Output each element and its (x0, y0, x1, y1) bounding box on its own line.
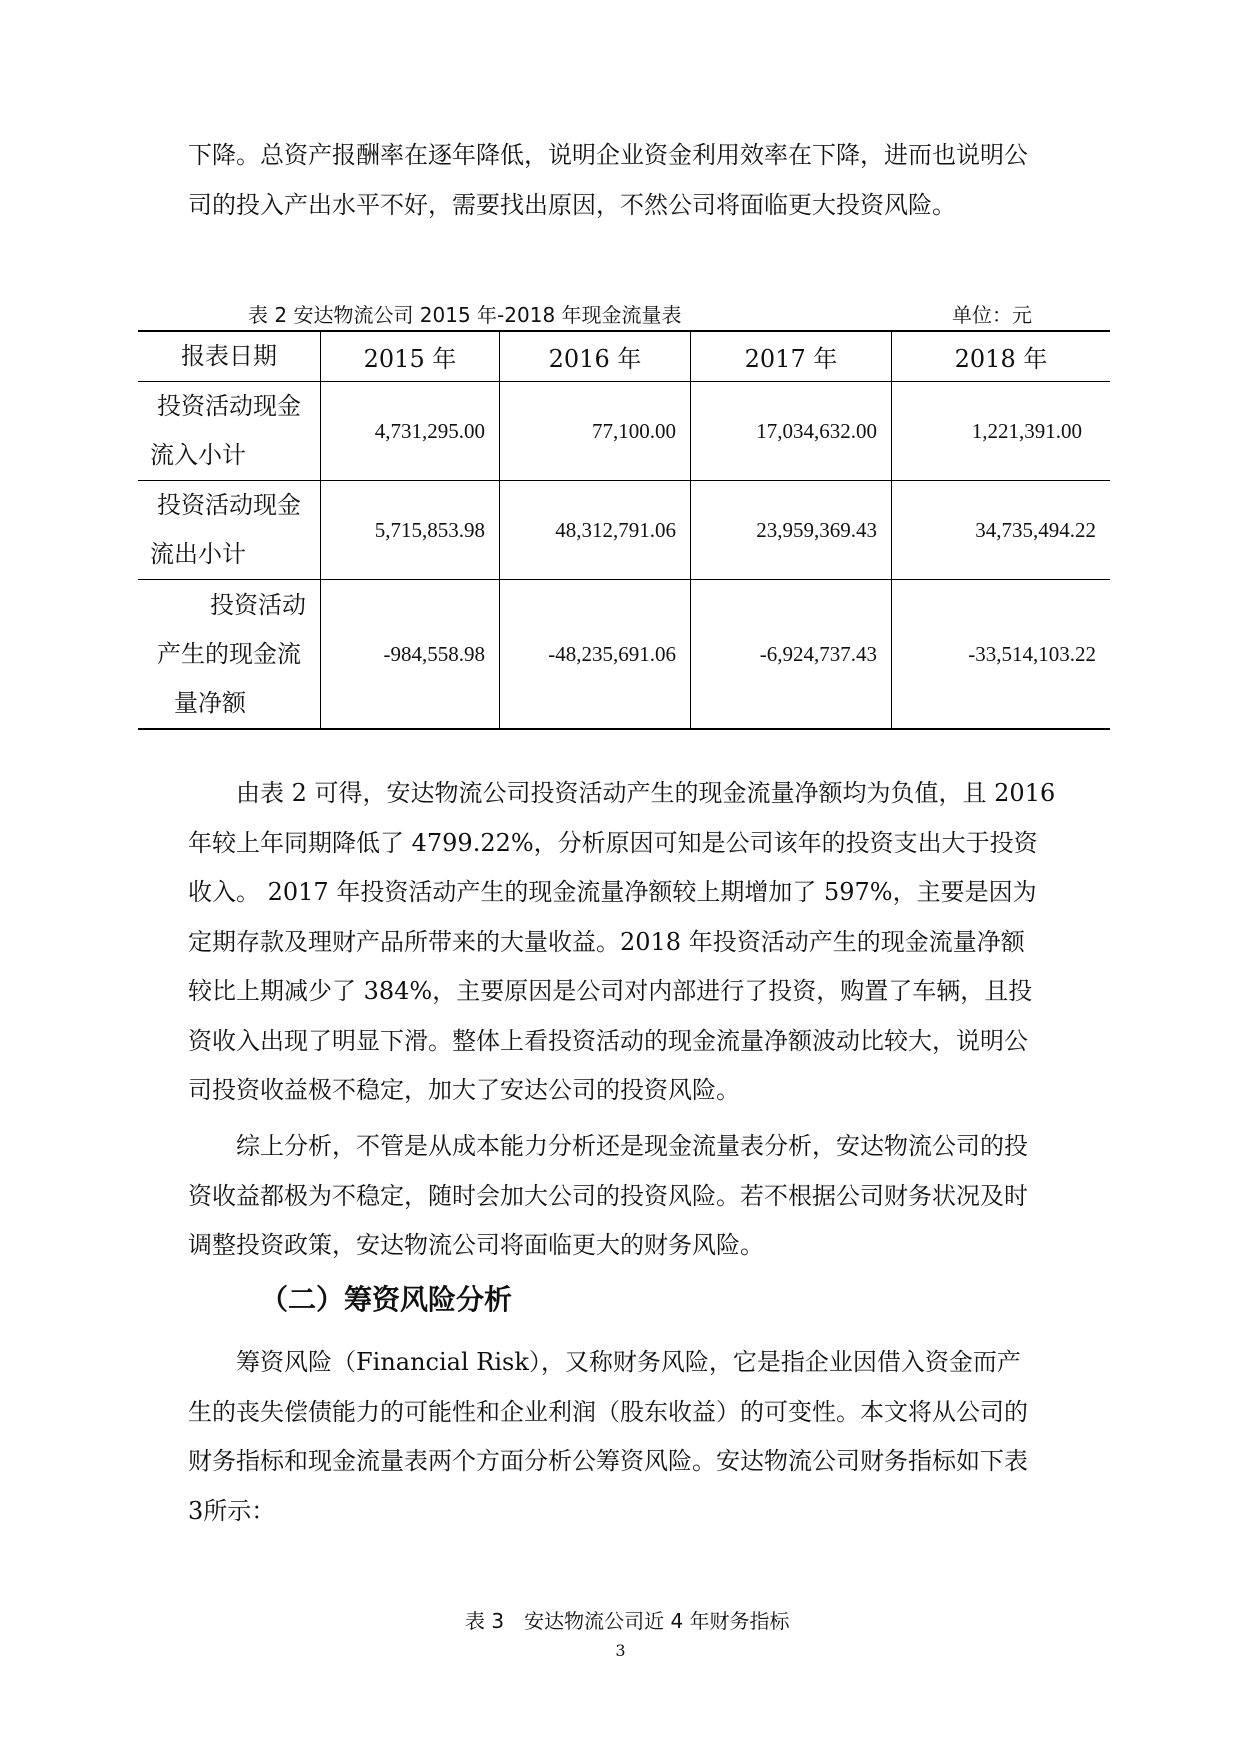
text-line: 综上分析，不管是从成本能力分析还是现金流量表分析，安达物流公司的投 (188, 1132, 1028, 1160)
row-label: 投资活动 产生的现金流 量净额 (138, 580, 321, 730)
table2-caption: 表 2 安达物流公司 2015 年-2018 年现金流量表 (248, 303, 682, 327)
table2-unit: 单位：元 (952, 303, 1032, 327)
row-label: 投资活动现金 流出小计 (138, 481, 321, 580)
intro-paragraph (188, 131, 1060, 230)
header-cell: 2016 年 (500, 331, 691, 382)
text-line: 筹资风险（Financial Risk），又称财务风险，它是指企业因借入资金而产 (188, 1348, 1021, 1376)
header-cell: 2015 年 (321, 331, 500, 382)
table-row (138, 580, 1110, 730)
table-cell: 23,959,369.43 (691, 481, 892, 580)
table-cell: -984,558.98 (321, 580, 500, 730)
table-row (138, 382, 1110, 481)
table-cell: 5,715,853.98 (321, 481, 500, 580)
page-number: 3 (615, 1641, 626, 1660)
table-cell: 17,034,632.00 (691, 382, 892, 481)
text-line: 资收入出现了明显下滑。整体上看投资活动的现金流量净额波动比较大，说明公 (188, 1026, 1028, 1055)
text-line: 财务指标和现金流量表两个方面分析公筹资风险。安达物流公司财务指标如下表 (188, 1447, 1028, 1475)
table-cell: 77,100.00 (500, 382, 691, 481)
text-line: 司的投入产出水平不好，需要找出原因，不然公司将面临更大投资风险。 (188, 190, 956, 219)
table-cell: -48,235,691.06 (500, 580, 691, 730)
financing-paragraph (188, 1338, 1060, 1536)
text-line: 资收益都极为不稳定，随时会加大公司的投资风险。若不根据公司财务状况及时 (188, 1181, 1028, 1210)
table-cell: 1,221,391.00 (892, 382, 1111, 481)
text-line: 由表 2 可得，安达物流公司投资活动产生的现金流量净额均为负值，且 2016 (188, 779, 1056, 807)
text-line: 较比上期减少了 384%，主要原因是公司对内部进行了投资，购置了车辆，且投 (188, 977, 1033, 1005)
summary-paragraph (188, 1122, 1060, 1271)
text-line: 调整投资政策，安达物流公司将面临更大的财务风险。 (188, 1231, 764, 1259)
text-line: 年较上年同期降低了 4799.22%，分析原因可知是公司该年的投资支出大于投资 (188, 828, 1038, 857)
table-cell: -33,514,103.22 (892, 580, 1111, 730)
header-cell: 2017 年 (691, 331, 892, 382)
table-cell: 48,312,791.06 (500, 481, 691, 580)
text-line: 3所示： (188, 1496, 276, 1525)
table-row (138, 481, 1110, 580)
table-cell: 4,731,295.00 (321, 382, 500, 481)
header-cell: 2018 年 (892, 331, 1111, 382)
cash-flow-table (138, 330, 1110, 730)
table-cell: 34,735,494.22 (892, 481, 1111, 580)
analysis-paragraph (188, 769, 1060, 1116)
text-line: 生的丧失偿债能力的可能性和企业利润（股东收益）的可变性。本文将从公司的 (188, 1397, 1028, 1426)
text-line: 下降。总资产报酬率在逐年降低，说明企业资金利用效率在下降，进而也说明公 (188, 141, 1028, 169)
table3-caption: 表 3 安达物流公司近 4 年财务指标 (465, 1609, 790, 1633)
text-line: 收入。 2017 年投资活动产生的现金流量净额较上期增加了 597%，主要是因为 (188, 878, 1037, 906)
table-cell: -6,924,737.43 (691, 580, 892, 730)
header-cell: 报表日期 (181, 342, 277, 370)
row-label: 投资活动现金 流入小计 (138, 382, 321, 481)
text-line: 司投资收益极不稳定，加大了安达公司的投资风险。 (188, 1076, 740, 1104)
section-heading: （二）筹资风险分析 (260, 1283, 513, 1316)
table-header-row (138, 331, 1110, 382)
text-line: 定期存款及理财产品所带来的大量收益。2018 年投资活动产生的现金流量净额 (188, 927, 1025, 956)
